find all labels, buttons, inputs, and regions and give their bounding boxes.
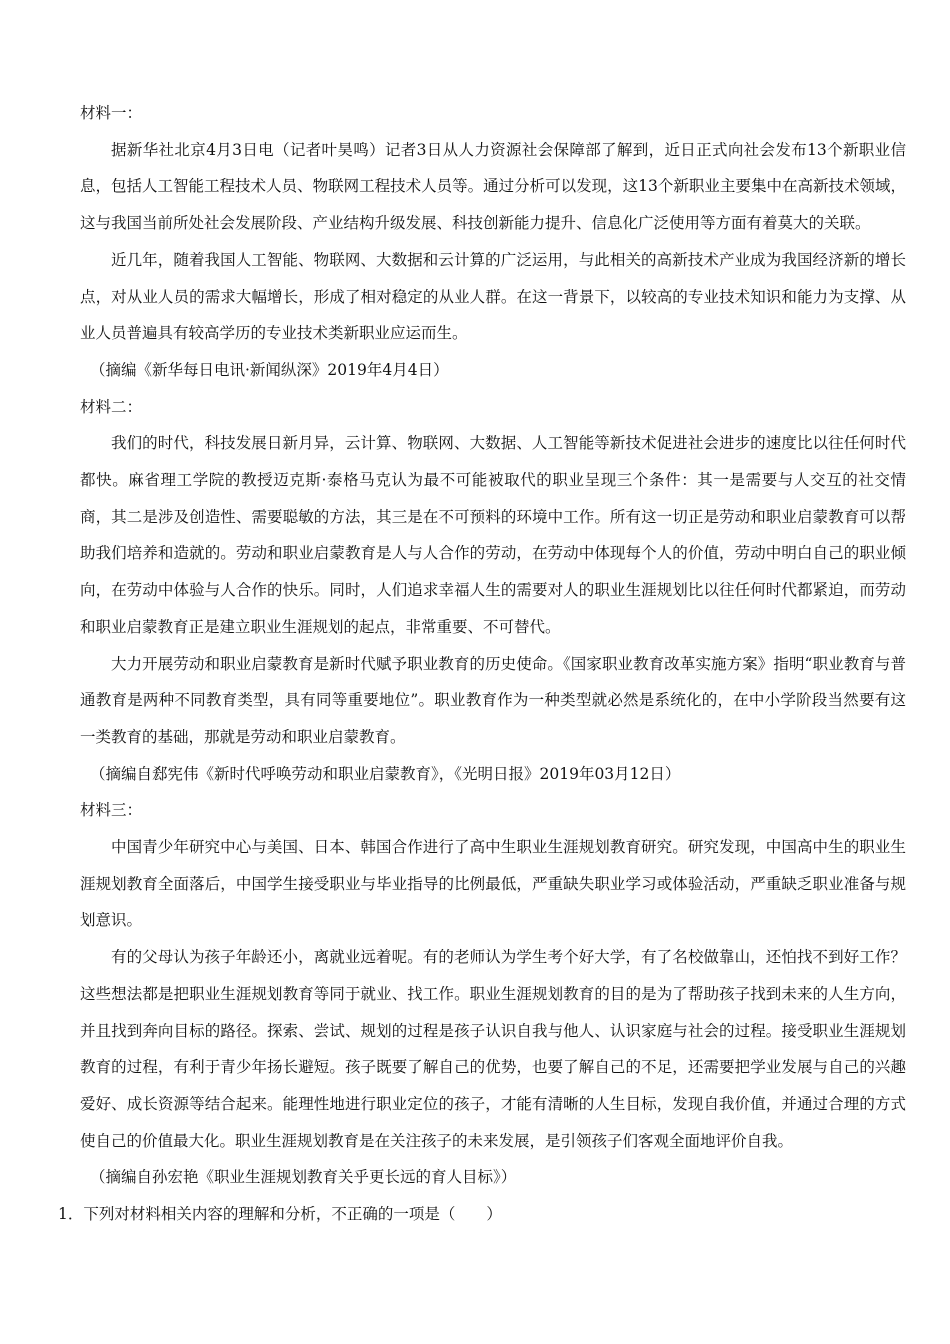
material1-paragraph-2: 近几年，随着我国人工智能、物联网、大数据和云计算的广泛运用，与此相关的高新技术产业成为我国经济新的增长点，对从业人员的需求大幅增长，形成了相对稳定的从业人群。在这一背景下，以较高的专业技术知识和能力为支撑、从业人员普遍具有较高学历的专业技术类新职业应运而生。 [80, 250, 906, 343]
material1-paragraph-1: 据新华社北京4月3日电（记者叶昊鸣）记者3日从人力资源社会保障部了解到，近日正式向社会发布13个新职业信息，包括人工智能工程技术人员、物联网工程技术人员等。通过分析可以发现，这13个新职业主要集中在高新技术领域，这与我国当前所处社会发展阶段、产业结构升级发展、科技创新能力提升、信息化广泛使用等方面有着莫大的关联。 [80, 140, 906, 233]
question-1: 1．下列对材料相关内容的理解和分析，不正确的一项是（ ） [58, 1205, 502, 1224]
material2-paragraph-2: 大力开展劳动和职业启蒙教育是新时代赋予职业教育的历史使命。《国家职业教育改革实施方案》指明“职业教育与普通教育是两种不同教育类型，具有同等重要地位”。职业教育作为一种类型就必然是系统化的，在中小学阶段当然要有这一类教育的基础，那就是劳动和职业启蒙教育。 [80, 654, 906, 746]
material1-source: （摘编《新华每日电讯·新闻纵深》2019年4月4日） [90, 360, 449, 379]
material3-paragraph-2: 有的父母认为孩子年龄还小，离就业远着呢。有的老师认为学生考个好大学，有了名校做靠山，还怕找不到好工作？这些想法都是把职业生涯规划教育等同于就业、找工作。职业生涯规划教育的目的是为了帮助孩子找到未来的人生方向，并且找到奔向目标的路径。探索、尝试、规划的过程是孩子认识自我与他人、认识家庭与社会的过程。接受职业生涯规划教育的过程，有利于青少年扬长避短。孩子既要了解自己的优势，也要了解自己的不足，还需要把学业发展与自己的兴趣爱好、成长资源等结合起来。能理性地进行职业定位的孩子，才能有清晰的人生目标，发现自我价值，并通过合理的方式使自己的价值最大化。职业生涯规划教育是在关注孩子的未来发展，是引领孩子们客观全面地评价自我。 [80, 948, 906, 1150]
material3-heading: 材料三： [80, 801, 143, 820]
material2-paragraph-1: 我们的时代，科技发展日新月异，云计算、物联网、大数据、人工智能等新技术促进社会进步的速度比以往任何时代都快。麻省理工学院的教授迈克斯·泰格马克认为最不可能被取代的职业呈现三个条件：其一是需要与人交互的社交情商，其二是涉及创造性、需要聪敏的方法，其三是在不可预料的环境中工作。所有这一切正是劳动和职业启蒙教育可以帮助我们培养和造就的。劳动和职业启蒙教育是人与人合作的劳动，在劳动中体现每个人的价值，劳动中明白自己的职业倾向，在劳动中体验与人合作的快乐。同时，人们追求幸福人生的需要对人的职业生涯规划比以往任何时代都紧迫，而劳动和职业启蒙教育正是建立职业生涯规划的起点，非常重要、不可替代。 [80, 434, 906, 636]
document-page [58, 95, 906, 1233]
material1-heading: 材料一： [80, 104, 143, 122]
material3-paragraph-1: 中国青少年研究中心与美国、日本、韩国合作进行了高中生职业生涯规划教育研究。研究发现，中国高中生的职业生涯规划教育全面落后，中国学生接受职业与毕业指导的比例最低，严重缺失职业学习或体验活动，严重缺乏职业准备与规划意识。 [80, 838, 906, 930]
material2-heading: 材料二： [80, 397, 143, 416]
material2-source: （摘编自郄宪伟《新时代呼唤劳动和职业启蒙教育》，《光明日报》2019年03月12日） [90, 764, 681, 783]
material3-source: （摘编自孙宏艳《职业生涯规划教育关乎更长远的育人目标》） [90, 1168, 517, 1187]
